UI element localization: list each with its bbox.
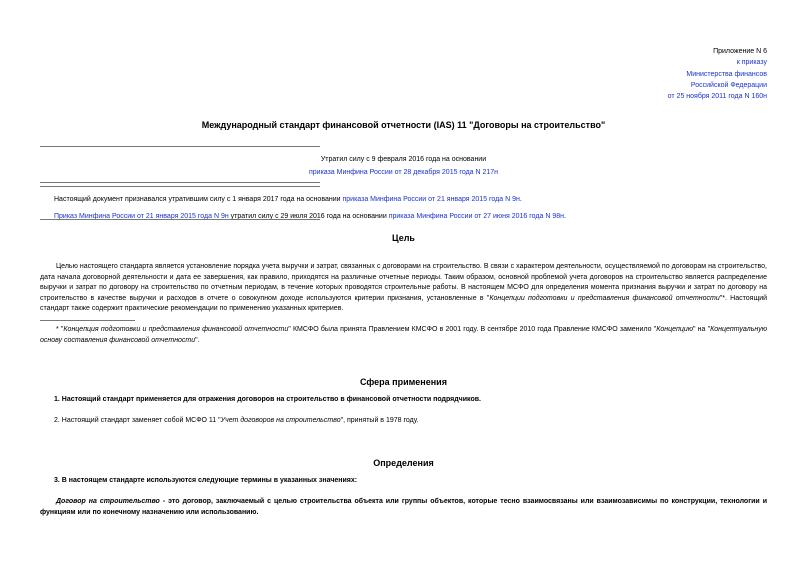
heading-definitions: Определения xyxy=(373,458,434,468)
lost-doc-text: утратил силу с 29 июля 2016 года на основании xyxy=(228,212,389,220)
scope-paragraph-2 xyxy=(54,417,418,424)
footnote-italic: Концепция подготовки и представления финансовой отчетности xyxy=(63,326,289,333)
scope-text: 2. Настоящий стандарт заменяет собой МСФО 11 " xyxy=(54,417,221,424)
scope-italic: Учет договоров на строительство xyxy=(220,417,341,424)
heading-goal: Цель xyxy=(392,233,415,243)
goal-italic: Концепции подготовки и представления финансовой отчетности xyxy=(489,294,720,302)
appendix-line[interactable]: Российской Федерации xyxy=(690,81,767,89)
appendix-line[interactable]: Министерства финансов xyxy=(686,70,767,78)
divider xyxy=(40,182,320,183)
scope-paragraph-1: 1. Настоящий стандарт применяется для отражения договоров на строительство в финансовой отчетности подрядчиков. xyxy=(54,396,481,403)
footnote-text: ". xyxy=(195,336,200,344)
order-link[interactable]: приказа Минфина России от 27 июня 2016 года N 98н xyxy=(388,212,564,220)
lost-notice-text: Утратил силу с 9 февраля 2016 года на основании xyxy=(320,156,487,163)
scope-text-end: ", принятый в 1978 году. xyxy=(340,417,419,424)
definition-term: Договор на строительство xyxy=(56,498,160,505)
definitions-paragraph-3: 3. В настоящем стандарте используются следующие термины в указанных значениях: xyxy=(54,477,358,484)
lost-document-notice xyxy=(54,192,566,225)
divider xyxy=(40,219,320,220)
definition-construction-contract xyxy=(40,497,767,518)
order-link[interactable]: Приказ Минфина России от 21 января 2015 года N 9н xyxy=(54,212,229,220)
footnote-italic: Концепцию xyxy=(656,326,693,333)
appendix-block xyxy=(668,46,767,102)
appendix-line: Приложение N 6 xyxy=(713,48,767,55)
divider xyxy=(40,186,320,187)
footnote-text: * " xyxy=(56,326,64,333)
appendix-line[interactable]: к приказу xyxy=(736,59,767,67)
lost-force-notice xyxy=(0,153,807,179)
heading-scope: Сфера применения xyxy=(360,377,447,387)
punct: . xyxy=(563,212,566,220)
definition-text: - это договор, заключаемый с целью строительства объекта или группы объектов, которые тесно взаимосвязаны или взаимозависимы по конструкции, технологии и функциям или по конечному назначению или использованию. xyxy=(40,498,767,516)
appendix-line[interactable]: от 25 ноября 2011 года N 160н xyxy=(667,93,767,101)
lost-doc-text: Настоящий документ признавался утратившим силу с 1 января 2017 года на основании xyxy=(54,196,343,203)
goal-paragraph xyxy=(40,262,767,315)
footnote-text: " КМСФО была принята Правлением КМСФО в 2001 году. В сентябре 2010 года Правление КМСФО заменило " xyxy=(288,326,657,333)
footnote-text: " на " xyxy=(692,326,711,333)
goal-text-end: "*. Настоящий стандарт также содержит практические рекомендации по применению указанных критериев. xyxy=(40,294,768,313)
divider xyxy=(40,146,320,147)
order-link[interactable]: приказа Минфина России от 21 января 2015 года N 9н xyxy=(342,196,520,203)
footnote-divider xyxy=(40,320,135,321)
document-title: Международный стандарт финансовой отчетности (IAS) 11 "Договоры на строительство" xyxy=(201,120,606,130)
punct: . xyxy=(519,196,522,203)
lost-notice-link[interactable]: приказа Минфина России от 28 декабря 2015 года N 217н xyxy=(308,169,499,176)
goal-text: Целью настоящего стандарта является установление порядка учета выручки и затрат, связанных с договорами на строительство. В связи с характером деятельности, осуществляемой по договорам на строительство, дата начала договорной деятельности и дата ее завершения, как правило, приходятся на различные отчетные периоды. Таким образом, основной проблемой учета договоров на строительство является распределение выручки и затрат по договору на строительство по отчетным периодам, в течение которых проводятся строительные работы. В настоящем МСФО для определения момента признания выручки и затрат по договору на строительство в качестве выручки и расходов в отчете о совокупном доходе используются критерии признания, установленные в " xyxy=(40,263,767,302)
footnote xyxy=(40,325,767,346)
footnote-italic: Концептуальную основу составления финансовой отчетности xyxy=(40,326,767,344)
